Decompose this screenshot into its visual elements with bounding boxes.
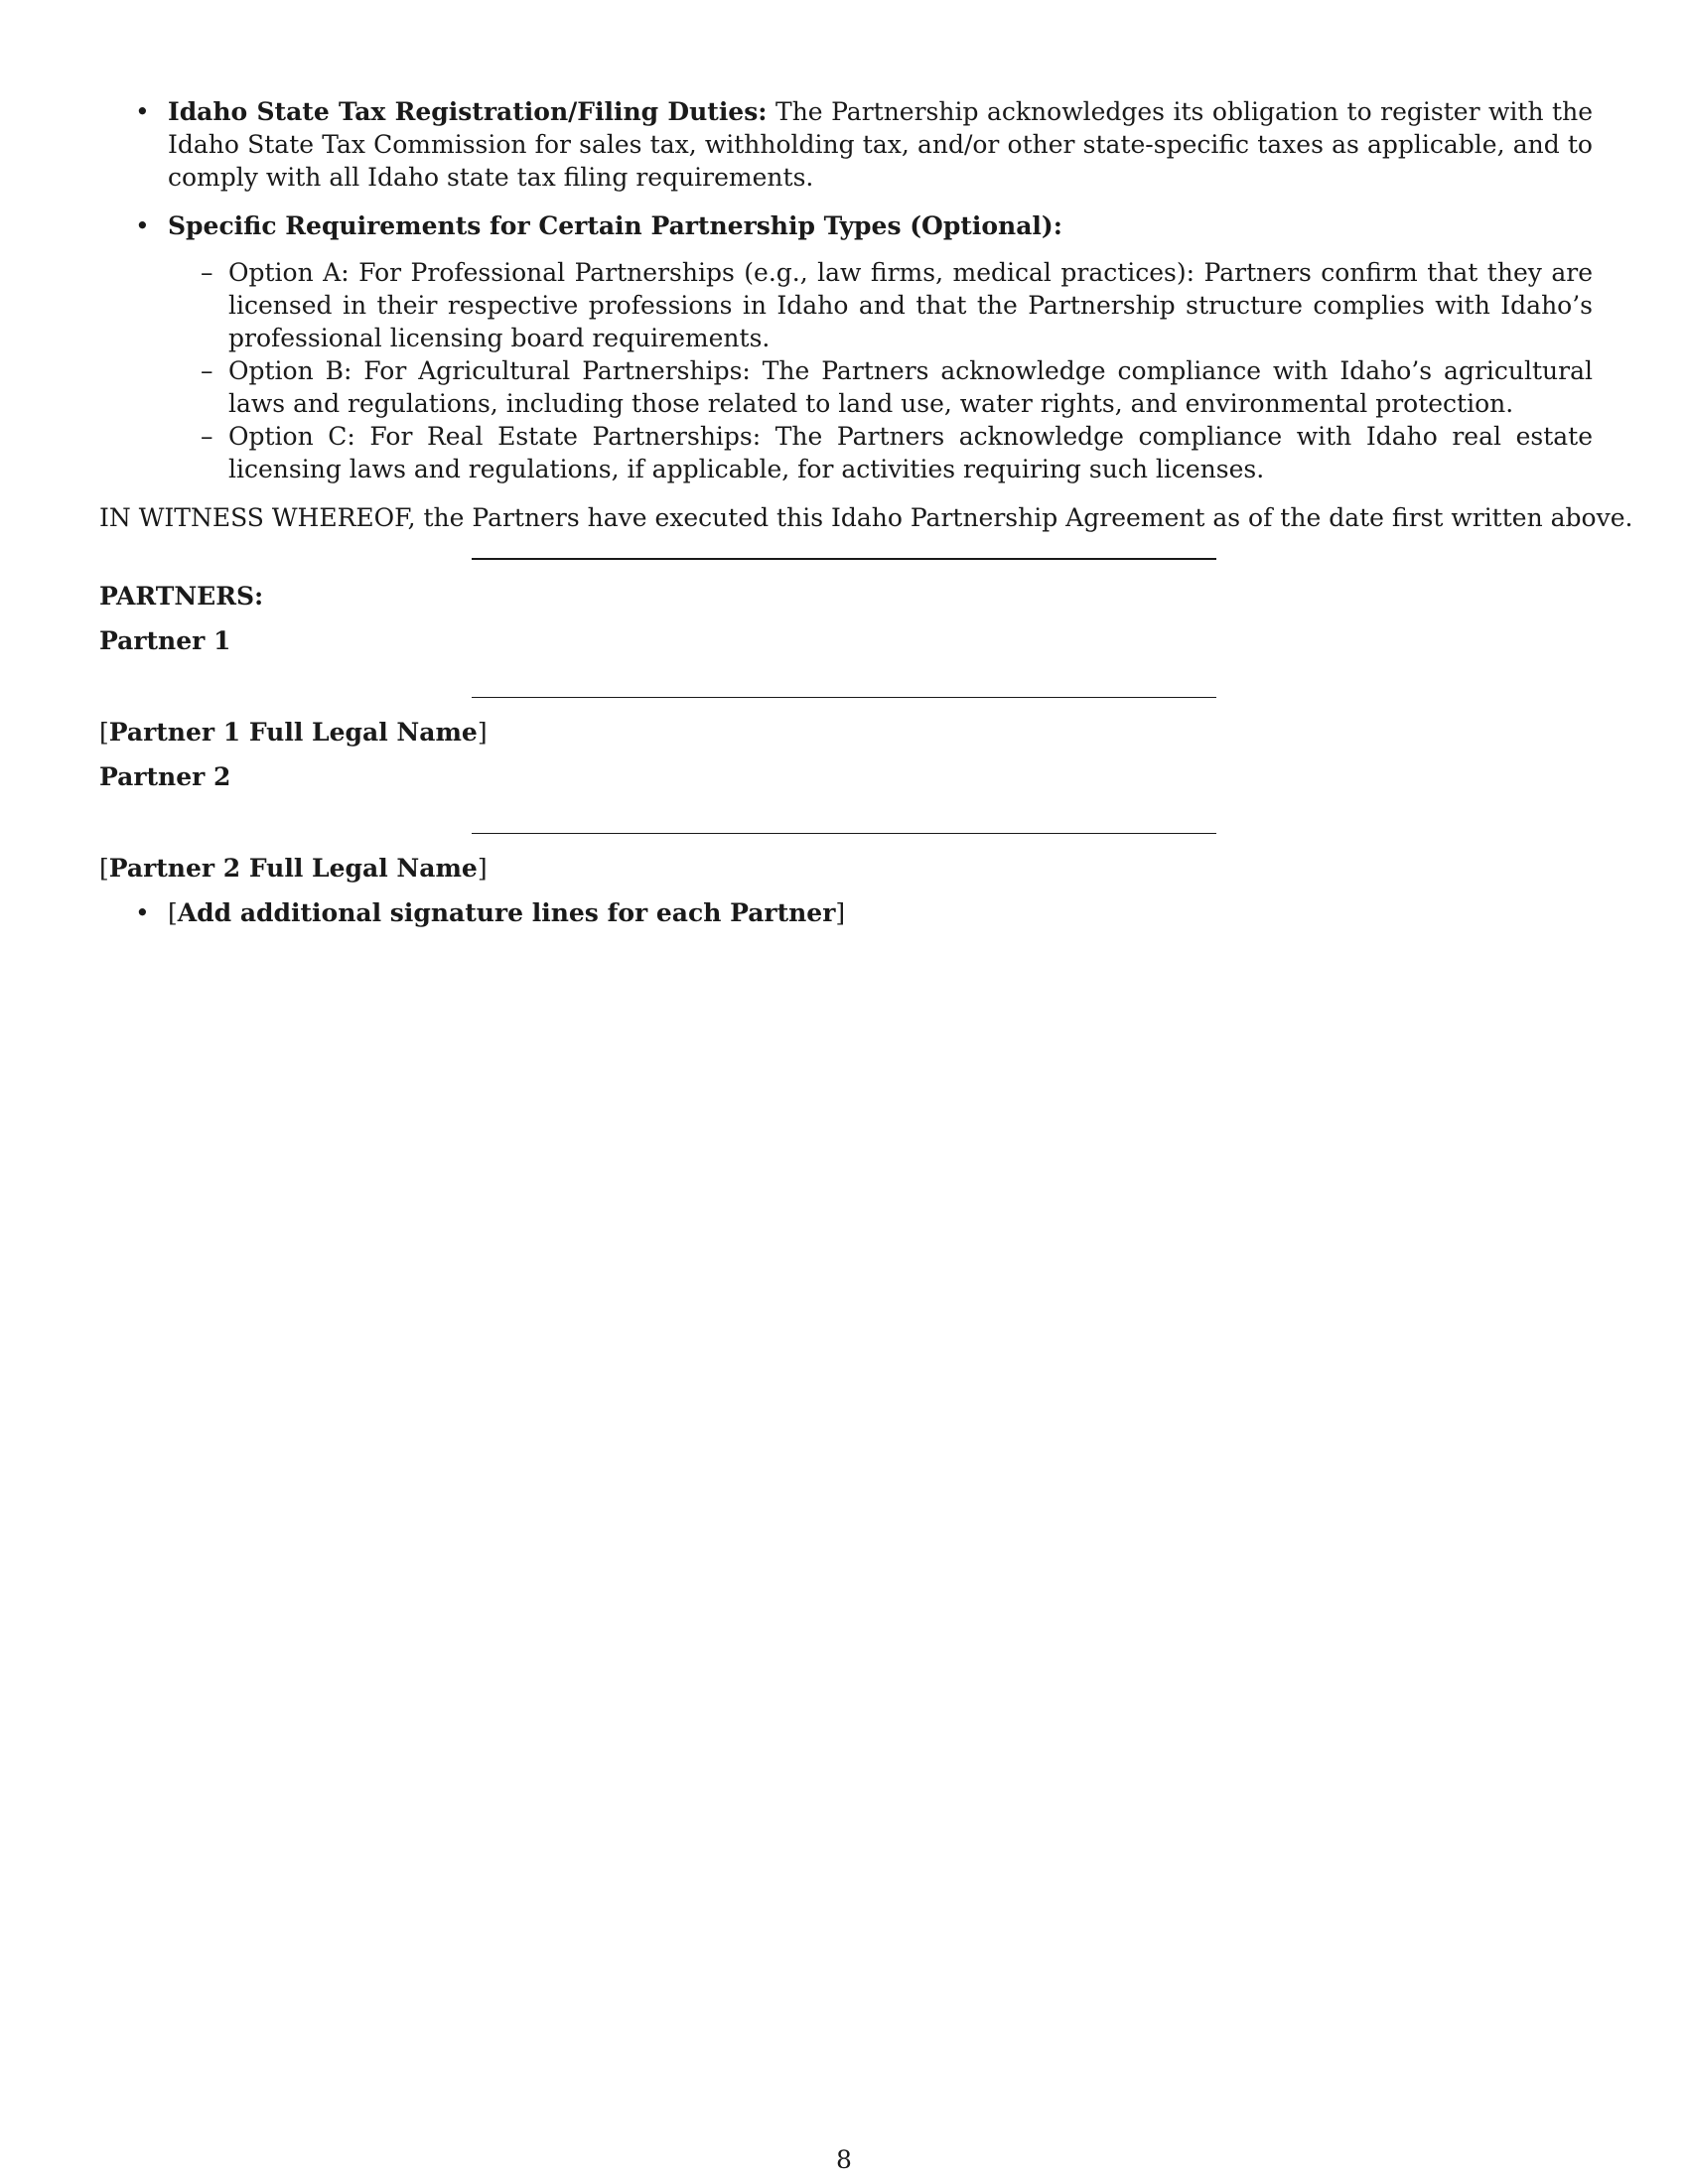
document-page	[99, 95, 1633, 945]
signature-line-partner-1	[472, 697, 1216, 698]
page-number: 8	[836, 2145, 852, 2174]
partner-2-name: [Partner 2 Full Legal Name]	[99, 854, 488, 883]
bullet-heading: Specific Requirements for Certain Partnership Types (Optional):	[168, 211, 1062, 240]
signature-line-partner-2	[472, 833, 1216, 834]
partner-2-label: Partner 2	[99, 762, 231, 791]
bullet-item-specific-requirements	[99, 209, 1593, 485]
bullet-text: The Partnership acknowledges its obligation to register with the Idaho State Tax Commission for sales tax, withholding tax, and/or other state-specific taxes as applicable, and to comply with all Idaho state tax filing requirements.	[168, 97, 1594, 192]
witness-clause: IN WITNESS WHEREOF, the Partners have executed this Idaho Partnership Agreement as of the date first written above.	[99, 503, 1633, 532]
bullet-list-requirements	[99, 95, 1593, 485]
option-item-c: – Option C: For Real Estate Partnerships: The Partners acknowledge compliance with Idaho real estate licensing laws and regulations, if applicable, for activities requiring such licenses.	[168, 420, 1593, 485]
option-item-a: – Option A: For Professional Partnerships (e.g., law firms, medical practices): Partners confirm that they are licensed in their respective professions in Idaho and that the Partnership structure complies with Idaho’s professional licensing board requirements.	[168, 256, 1593, 354]
option-list	[168, 256, 1593, 485]
bullet-heading: Idaho State Tax Registration/Filing Duties:	[168, 97, 768, 126]
signature-line-top	[472, 558, 1216, 560]
bullet-list-additional	[99, 896, 1593, 929]
partners-heading: PARTNERS:	[99, 582, 264, 611]
partner-1-name: [Partner 1 Full Legal Name]	[99, 718, 488, 747]
bullet-item-additional-signatures: • [Add additional signature lines for each Partner]	[99, 896, 1593, 929]
option-item-b: – Option B: For Agricultural Partnerships: The Partners acknowledge compliance with Idaho’s agricultural laws and regulations, including those related to land use, water rights, and environmental protection.	[168, 354, 1593, 420]
partner-1-label: Partner 1	[99, 626, 231, 655]
bullet-item-tax-registration	[99, 95, 1593, 194]
